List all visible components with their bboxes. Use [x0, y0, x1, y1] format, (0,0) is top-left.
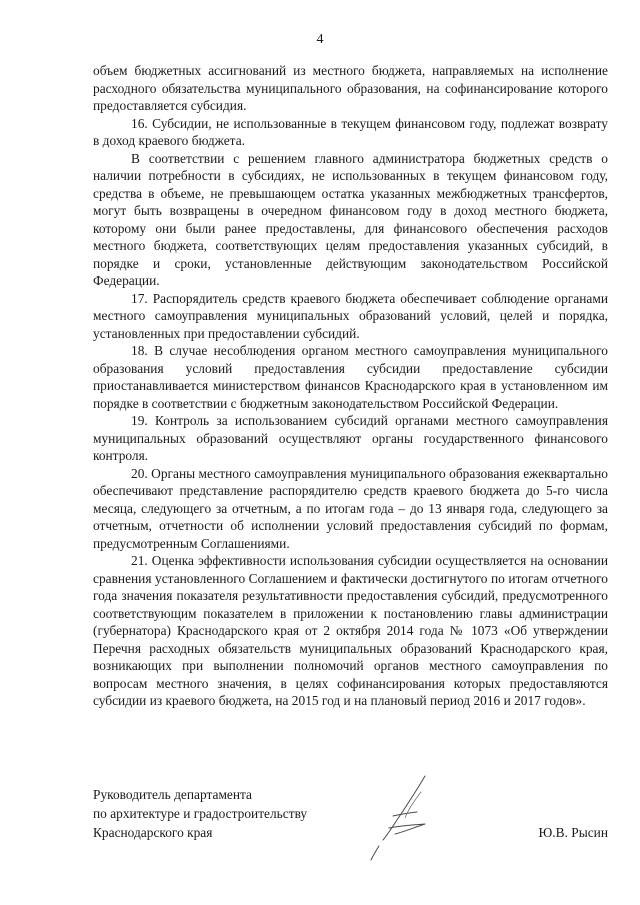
paragraph-16-refund: В соответствии с решением главного администратора бюджетных средств о наличии потребности в субсидиях, не использованных в текущем финансовом году, средства в объеме, не превышающем остатка указанных межбюджетных трансфертов, могут быть возвращены в очередном финансовом году в доход местного бюджета, которому они были ранее предоставлены, для финансового обеспечения расходов местного бюджета, соответствующих целям предоставления указанных субсидий, в порядке и сроки, установленные действующим законодательством Российской Федерации.: [93, 150, 608, 288]
signer-name: Ю.В. Рысин: [538, 825, 608, 840]
signer-title-line-3: Краснодарского края: [93, 825, 213, 840]
page-number: 4: [316, 32, 324, 47]
paragraph-18: 18. В случае несоблюдения органом местного самоуправления муниципального образования условий предоставления субсидии предоставление субсидии приостанавливается министерством финансов Краснодарского края в установленном им порядке в соответствии с бюджетным законодательством Российской Федерации.: [93, 343, 608, 411]
paragraph-17: 17. Распорядитель средств краевого бюджета обеспечивает соблюдение органами местного самоуправления муниципальных образований условий, целей и порядка, установленных при предоставлении субсидий.: [93, 290, 608, 341]
paragraph-20: 20. Органы местного самоуправления муниципального образования ежеквартально обеспечивают представление распорядителю средств краевого бюджета до 5-го числа месяца, следующего за отчетным, а по итогам года – до 13 января года, следующего за отчетным, отчетности об исполнении условий предоставления субсидий по формам, предусмотренным Соглашениями.: [93, 465, 608, 551]
paragraph-21: 21. Оценка эффективности использования субсидии осуществляется на основании сравнения установленного Соглашением и фактически достигнутого по итогам отчетного года значения показателя результативности предоставления субсидий, предусмотренного соответствующим показателем в приложении к постановлению главы администрации (губернатора) Краснодарского края от 2 октября 2014 года № 1073 «Об утверждении Перечня расходных обязательств муниципальных образований Краснодарского края, возникающих при выполнении полномочий органов местного самоуправления по вопросам местного значения, в целях софинансирования которых предоставляются субсидии из краевого бюджета, на 2015 год и на плановый период 2016 и 2017 годов».: [93, 553, 608, 708]
paragraph-16: 16. Субсидии, не использованные в текущем финансовом году, подлежат возврату в доход краевого бюджета.: [93, 115, 608, 148]
signer-title-line-1: Руководитель департамента: [93, 787, 252, 802]
document-body: [93, 62, 608, 710]
signer-title-line-2: по архитектуре и градостроительству: [93, 806, 308, 821]
signature-block: [93, 785, 608, 842]
paragraph-continuation: объем бюджетных ассигнований из местного бюджета, направляемых на исполнение расходного обязательства муниципального образования, на софинансирование которого предоставляется субсидия.: [93, 63, 608, 113]
paragraph-19: 19. Контроль за использованием субсидий органами местного самоуправления муниципальных образований осуществляют органы государственного финансового контроля.: [93, 413, 608, 463]
